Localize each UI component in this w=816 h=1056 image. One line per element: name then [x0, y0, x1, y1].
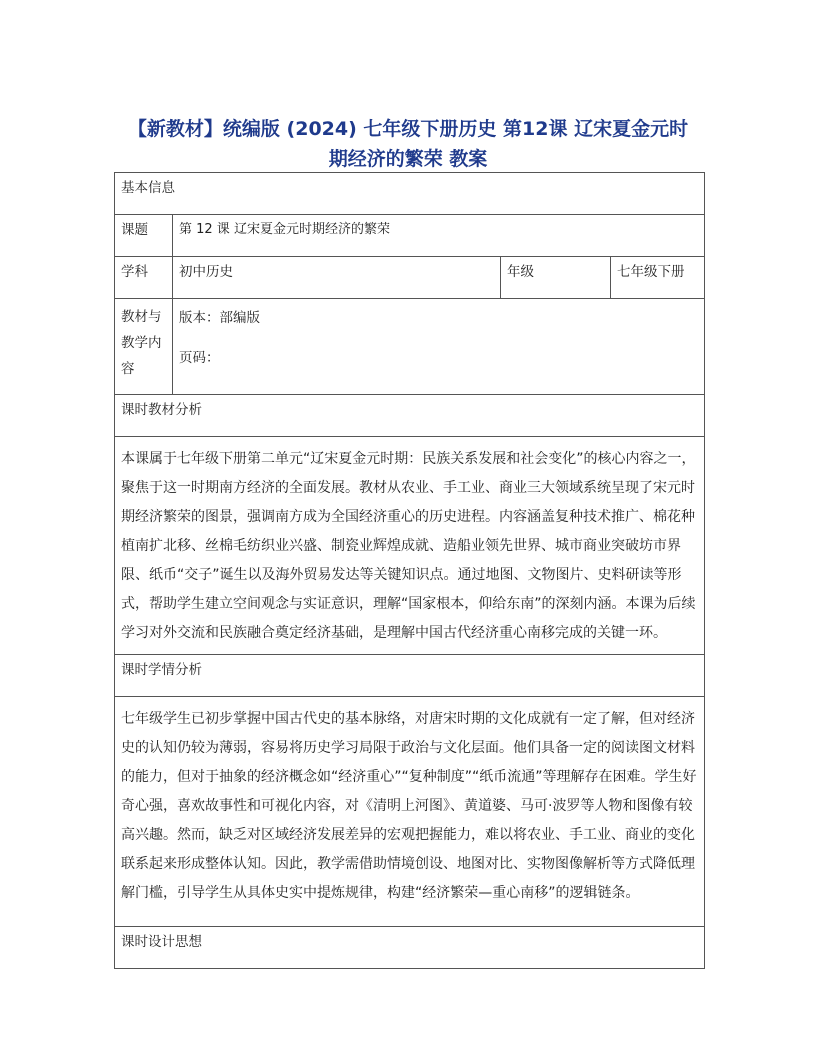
- student-text: 七年级学生已初步掌握中国古代史的基本脉络，对唐宋时期的文化成就有一定了解，但对经济史的认知仍较为薄弱，容易将历史学习局限于政治与文化层面。他们具备一定的阅读图文材料的能力，但对于抽象的经济概念如“经济重心”“复种制度”“纸币流通”等理解存在困难。学生好奇心强，喜欢故事性和可视化内容，对《清明上河图》、黄道婆、马可·波罗等人物和图像有较高兴趣。然而，缺乏对区域经济发展差异的宏观把握能力，难以将农业、手工业、商业的变化联系起来形成整体认知。因此，教学需借助情境创设、地图对比、实物图像解析等方式降低理解门槛，引导学生从具体史实中提炼规律，构建“经济繁荣—重心南移”的逻辑链条。: [115, 697, 705, 927]
- topic-value: 第 12 课 辽宋夏金元时期经济的繁荣: [173, 215, 705, 257]
- material-label-line-3: 容: [121, 361, 135, 377]
- subject-value: 初中历史: [173, 257, 501, 299]
- material-label: [115, 299, 173, 395]
- subject-label: 学科: [115, 257, 173, 299]
- student-header: 课时学情分析: [115, 655, 705, 697]
- analysis-header: 课时教材分析: [115, 395, 705, 437]
- material-content: [173, 299, 705, 395]
- material-version: 版本：部编版: [179, 310, 260, 326]
- document-title: [60, 114, 756, 174]
- grade-value: 七年级下册: [611, 257, 705, 299]
- analysis-text: 本课属于七年级下册第二单元“辽宋夏金元时期：民族关系发展和社会变化”的核心内容之一，聚焦于这一时期南方经济的全面发展。教材从农业、手工业、商业三大领域系统呈现了宋元时期经济繁荣的图景，强调南方成为全国经济重心的历史进程。内容涵盖复种技术推广、棉花种植南扩北移、丝棉毛纺织业兴盛、制瓷业辉煌成就、造船业领先世界、城市商业突破坊市界限、纸币“交子”诞生以及海外贸易发达等关键知识点。通过地图、文物图片、史料研读等形式，帮助学生建立空间观念与实证意识，理解“国家根本，仰给东南”的深刻内涵。本课为后续学习对外交流和民族融合奠定经济基础，是理解中国古代经济重心南移完成的关键一环。: [115, 437, 705, 655]
- document-title-line-2: 期经济的繁荣 教案: [328, 148, 488, 170]
- material-label-line-1: 教材与: [121, 309, 162, 325]
- basic-info-header: 基本信息: [115, 173, 705, 215]
- design-header: 课时设计思想: [115, 927, 705, 969]
- material-label-line-2: 教学内: [121, 335, 162, 351]
- lesson-plan-table: [114, 172, 705, 969]
- document-title-line-1: 【新教材】统编版 (2024) 七年级下册历史 第12课 辽宋夏金元时: [127, 118, 689, 140]
- material-page: 页码：: [179, 350, 220, 366]
- grade-label: 年级: [501, 257, 611, 299]
- topic-label: 课题: [115, 215, 173, 257]
